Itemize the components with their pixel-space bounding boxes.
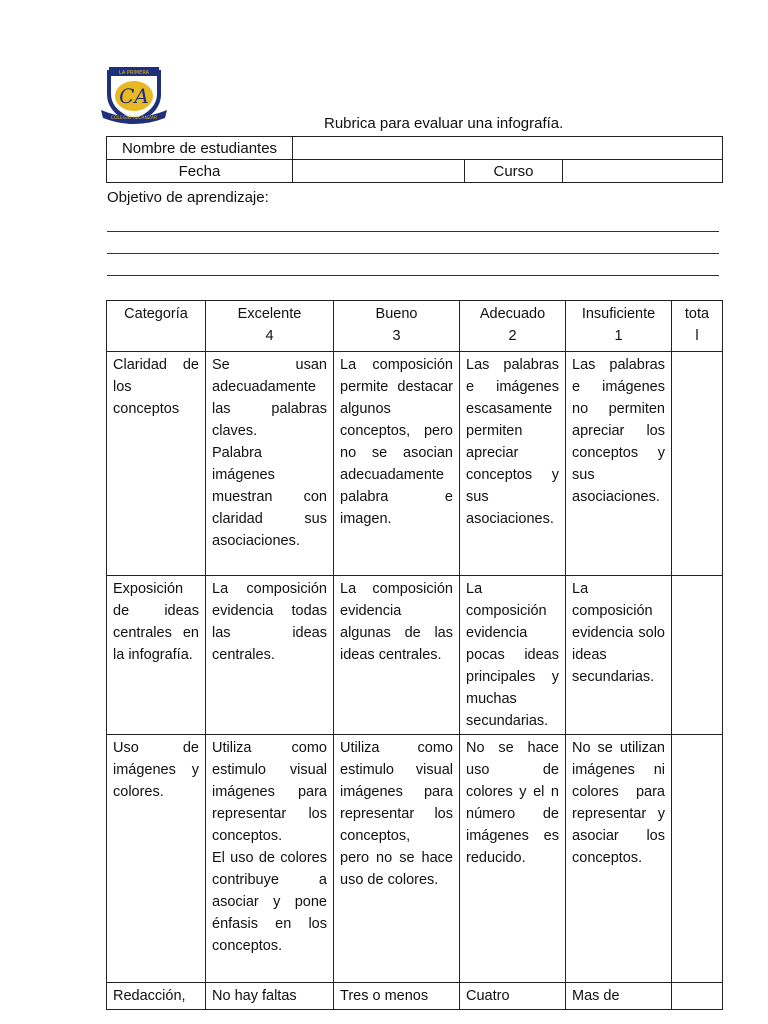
- cell-insuficiente: No se utilizan imágenes ni colores para representar y asociar los conceptos.: [566, 735, 672, 983]
- rubric-row: [107, 983, 723, 1010]
- header-categoria: Categoría: [107, 301, 206, 352]
- document-title: Rubrica para evaluar una infografía.: [324, 115, 564, 132]
- date-label: Fecha: [107, 160, 293, 183]
- row-category: Exposición de ideas centrales en la infografía.: [107, 576, 206, 735]
- header-score: 2: [508, 328, 517, 344]
- header-score: 1: [614, 328, 623, 344]
- crest-top-text: LA PRIMERA: [118, 70, 150, 76]
- cell-adecuado: Cuatro: [460, 983, 566, 1010]
- row-category: Claridad de los conceptos: [107, 352, 206, 576]
- header-bueno: Bueno 3: [334, 301, 460, 352]
- header-total: tota l: [672, 301, 723, 352]
- header-adecuado: Adecuado 2: [460, 301, 566, 352]
- header-score: 3: [392, 328, 401, 344]
- cell-insuficiente: La composición evidencia solo ideas secundarias.: [566, 576, 672, 735]
- row-category: Uso de imágenes y colores.: [107, 735, 206, 983]
- row-category: Redacción,: [107, 983, 206, 1010]
- cell-bueno: La composición permite destacar algunos conceptos, pero no se asocian adecuadamente palabra e imagen.: [334, 352, 460, 576]
- cell-adecuado: No se hace uso de colores y el n número de imágenes es reducido.: [460, 735, 566, 983]
- cell-excelente: Utiliza como estimulo visual imágenes para representar los conceptos. El uso de colores contribuye a asociar y pone énfasis en los conceptos.: [206, 735, 334, 983]
- student-label: Nombre de estudiantes: [107, 137, 293, 160]
- cell-excelente: No hay faltas: [206, 983, 334, 1010]
- rubric-row: [107, 735, 723, 983]
- cell-bueno: La composición evidencia algunas de las ideas centrales.: [334, 576, 460, 735]
- rubric-header-row: [107, 301, 723, 352]
- cell-bueno: Utiliza como estimulo visual imágenes para representar los conceptos, pero no se hace uso de colores.: [334, 735, 460, 983]
- objective-line[interactable]: [107, 275, 719, 276]
- header-excelente: Excelente 4: [206, 301, 334, 352]
- student-info-table: [106, 136, 723, 183]
- objective-label: Objetivo de aprendizaje:: [107, 189, 269, 206]
- cell-insuficiente: Las palabras e imágenes no permiten apreciar los conceptos y sus asociaciones.: [566, 352, 672, 576]
- cell-excelente: Se usan adecuadamente las palabras claves. Palabra imágenes muestran con claridad sus asociaciones.: [206, 352, 334, 576]
- cell-total[interactable]: [672, 352, 723, 576]
- objective-line[interactable]: [107, 231, 719, 232]
- crest-monogram: CA: [119, 84, 149, 108]
- cell-total[interactable]: [672, 735, 723, 983]
- cell-bueno: Tres o menos: [334, 983, 460, 1010]
- rubric-row: [107, 576, 723, 735]
- cell-insuficiente: Mas de: [566, 983, 672, 1010]
- course-label: Curso: [465, 160, 563, 183]
- header-total-suffix: l: [695, 328, 699, 344]
- cell-total[interactable]: [672, 983, 723, 1010]
- objective-line[interactable]: [107, 253, 719, 254]
- cell-adecuado: La composición evidencia pocas ideas principales y muchas secundarias.: [460, 576, 566, 735]
- header-score: 4: [265, 328, 274, 344]
- crest-bottom-text: COLEGIO ALCANZAR: [110, 116, 158, 121]
- student-row: [107, 137, 723, 160]
- cell-total[interactable]: [672, 576, 723, 735]
- cell-adecuado: Las palabras e imágenes escasamente permiten apreciar conceptos y sus asociaciones.: [460, 352, 566, 576]
- course-field[interactable]: [563, 160, 723, 183]
- date-course-row: [107, 160, 723, 183]
- rubric-table: [106, 300, 723, 1010]
- header-insuficiente: Insuficiente 1: [566, 301, 672, 352]
- school-crest-icon: [99, 64, 169, 126]
- rubric-row: [107, 352, 723, 576]
- date-field[interactable]: [293, 160, 465, 183]
- student-field[interactable]: [293, 137, 723, 160]
- cell-excelente: La composición evidencia todas las ideas centrales.: [206, 576, 334, 735]
